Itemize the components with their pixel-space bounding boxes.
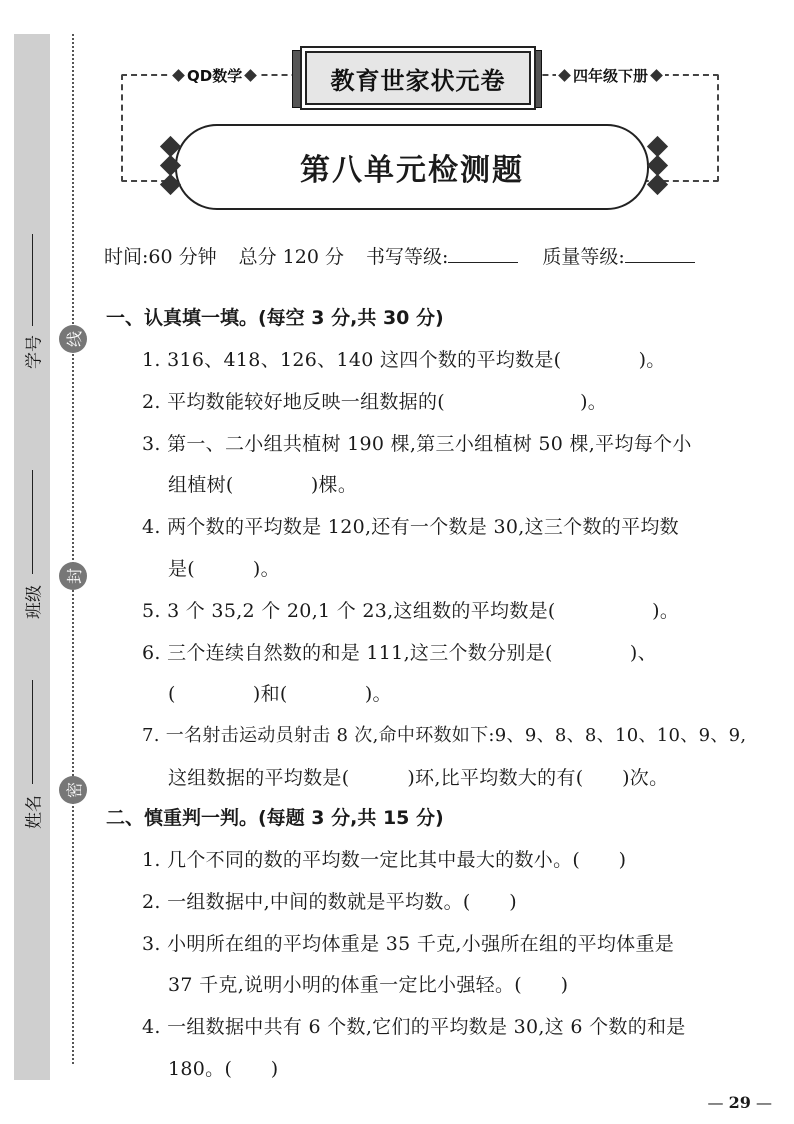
seal-secret-mark: 密	[59, 776, 87, 804]
question-line: 组植树( )棵。	[168, 474, 358, 496]
question-line: 180。( )	[168, 1058, 279, 1080]
subject-tag-label: QD数学	[187, 66, 243, 85]
title-plate	[175, 124, 649, 210]
question-line: 2. 平均数能较好地反映一组数据的( )。	[142, 391, 608, 413]
diamond-icon	[172, 69, 185, 82]
question-line: 是( )。	[168, 558, 280, 580]
question-line: 7. 一名射击运动员射击 8 次,命中环数如下:9、9、8、8、10、10、9、9,	[142, 725, 747, 746]
quality-grade-label: 质量等级:	[542, 246, 625, 268]
page-title: 第八单元检测题	[300, 153, 524, 188]
grade-tag	[556, 64, 665, 86]
question-line: 6. 三个连续自然数的和是 111,这三个数分别是( )、	[142, 642, 657, 664]
exam-info	[104, 242, 695, 269]
writing-grade-label: 书写等级:	[365, 246, 449, 268]
section-1-heading: 一、认真填一填。(每空 3 分,共 30 分)	[106, 307, 444, 329]
question-line: 37 千克,说明小明的体重一定比小强轻。( )	[168, 974, 569, 996]
seal-seal-mark: 封	[59, 562, 87, 590]
question-line: 3. 小明所在组的平均体重是 35 千克,小强所在组的平均体重是	[142, 933, 675, 955]
student-id-label: 学号	[24, 335, 45, 369]
question-line: 3. 第一、二小组共植树 190 棵,第三小组植树 50 棵,平均每个小	[142, 433, 692, 455]
subject-tag	[170, 64, 259, 86]
diamond-icon	[244, 69, 257, 82]
name-label: 姓名	[24, 795, 45, 829]
seal-line-mark: 线	[59, 325, 87, 353]
quality-grade-blank[interactable]	[625, 242, 695, 263]
question-line: 1. 316、418、126、140 这四个数的平均数是( )。	[142, 349, 666, 371]
diamond-icon	[650, 69, 663, 82]
page-number: — 29 —	[708, 1093, 772, 1112]
grade-tag-label: 四年级下册	[573, 66, 649, 85]
exam-total: 总分 120 分	[238, 246, 344, 268]
cut-line	[72, 34, 74, 1064]
question-line: ( )和( )。	[168, 683, 392, 705]
question-line: 这组数据的平均数是( )环,比平均数大的有( )次。	[168, 767, 669, 789]
section-2-heading: 二、慎重判一判。(每题 3 分,共 15 分)	[106, 807, 444, 829]
class-blank	[32, 470, 33, 574]
question-line: 2. 一组数据中,中间的数就是平均数。( )	[142, 891, 517, 913]
series-banner	[300, 46, 536, 110]
exam-time: 时间:60 分钟	[104, 246, 217, 268]
series-banner-text: 教育世家状元卷	[330, 66, 506, 95]
class-label: 班级	[24, 585, 45, 619]
name-blank	[32, 680, 33, 784]
student-id-blank	[32, 234, 33, 326]
question-line: 1. 几个不同的数的平均数一定比其中最大的数小。( )	[142, 849, 627, 871]
question-line: 4. 一组数据中共有 6 个数,它们的平均数是 30,这 6 个数的和是	[142, 1016, 686, 1038]
writing-grade-blank[interactable]	[448, 242, 518, 263]
question-line: 5. 3 个 35,2 个 20,1 个 23,这组数的平均数是( )。	[142, 600, 680, 622]
question-line: 4. 两个数的平均数是 120,还有一个数是 30,这三个数的平均数	[142, 516, 679, 538]
diamond-icon	[558, 69, 571, 82]
